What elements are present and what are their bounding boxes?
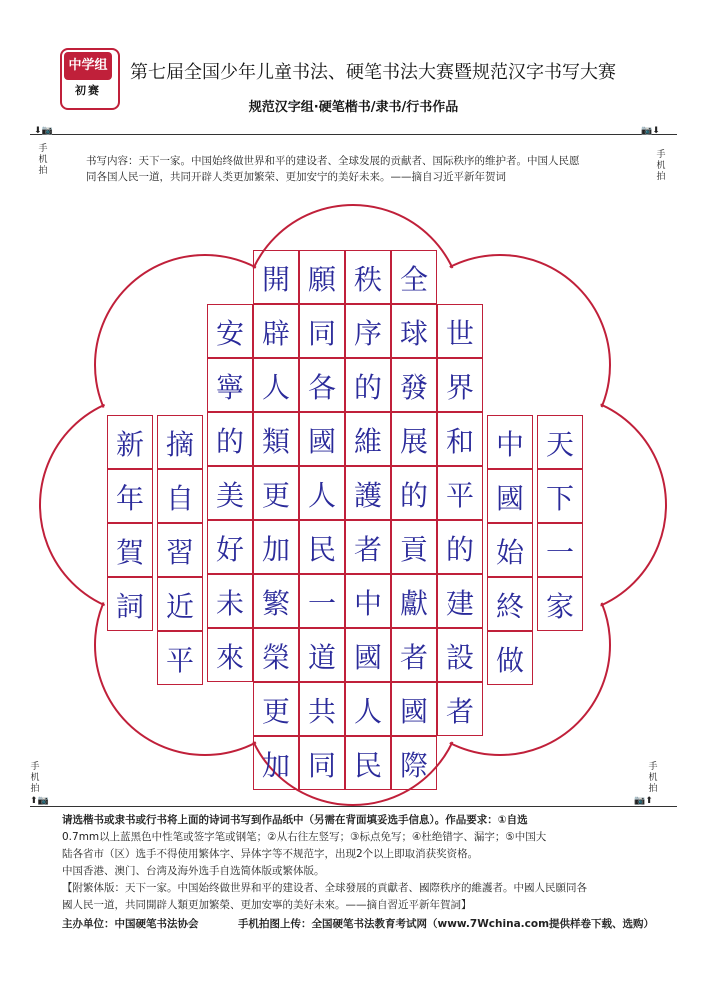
handwritten-character: 者 <box>353 533 382 566</box>
handwritten-character: 貢 <box>399 533 428 566</box>
handwritten-character: 護 <box>353 479 382 512</box>
handwritten-character: 的 <box>215 425 244 458</box>
camera-icon-top-right: 📷⬇ <box>641 126 660 136</box>
camera-label-bottom-left: 手 机 拍 <box>30 762 40 794</box>
handwritten-character: 的 <box>399 479 428 512</box>
handwritten-character: 國 <box>307 425 336 458</box>
handwritten-character: 美 <box>215 479 244 512</box>
traditional-version-line-2: 國人民一道，共同開辟人類更加繁榮、更加安寧的美好未來。——摘自習近平新年賀詞】 <box>62 899 472 911</box>
handwritten-character: 中 <box>495 428 524 461</box>
handwritten-character: 中 <box>353 587 382 620</box>
handwritten-character: 未 <box>215 587 244 620</box>
handwritten-character: 維 <box>353 425 382 458</box>
handwritten-character: 好 <box>215 533 244 566</box>
handwritten-character: 發 <box>399 371 428 404</box>
handwritten-character: 際 <box>399 749 428 782</box>
handwritten-character: 建 <box>445 587 474 620</box>
handwritten-character: 球 <box>399 317 428 350</box>
instructions-line-1: 请选楷书或隶书或行书将上面的诗词书写到作品纸中（另需在背面填妥选手信息）。作品要求：①自选 <box>62 814 528 826</box>
organizer: 主办单位：中国硬笔书法协会 <box>62 918 199 930</box>
handwritten-character: 同 <box>307 749 336 782</box>
handwritten-character: 榮 <box>261 641 290 674</box>
handwritten-character: 自 <box>165 482 194 515</box>
handwritten-character: 人 <box>353 695 382 728</box>
instructions-line-3: 陆各省市（区）选手不得使用繁体字、异体字等不规范字，出现2个以上即取消获奖资格。 <box>62 848 479 860</box>
instructions <box>62 812 662 914</box>
handwritten-character: 的 <box>445 533 474 566</box>
handwritten-character: 家 <box>545 590 574 623</box>
camera-icon-bottom-left: ⬆📷 <box>30 796 49 806</box>
handwritten-character: 賀 <box>115 536 144 569</box>
handwritten-character: 寧 <box>215 371 244 404</box>
handwritten-character: 和 <box>445 425 474 458</box>
camera-label-top-left: 手 机 拍 <box>38 144 48 176</box>
handwritten-character: 做 <box>495 644 524 677</box>
handwritten-character: 獻 <box>399 587 428 620</box>
handwritten-character: 開 <box>261 263 290 296</box>
handwritten-character: 平 <box>445 479 474 512</box>
handwritten-character: 新 <box>115 428 144 461</box>
handwritten-character: 國 <box>495 482 524 515</box>
handwritten-character: 一 <box>545 536 574 569</box>
handwritten-character: 下 <box>545 482 574 515</box>
handwritten-character: 年 <box>115 482 144 515</box>
handwritten-character: 安 <box>215 317 244 350</box>
handwritten-character: 天 <box>545 428 574 461</box>
handwritten-character: 更 <box>261 695 290 728</box>
page-subtitle: 规范汉字组·硬笔楷书/隶书/行书作品 <box>248 100 459 115</box>
handwritten-character: 願 <box>307 263 336 296</box>
camera-icon-top-left: ⬇📷 <box>34 126 53 136</box>
camera-label-bottom-right: 手 机 拍 <box>648 762 658 794</box>
handwritten-character: 摘 <box>165 428 194 461</box>
traditional-version-line-1: 【附繁体版：天下一家。中国始终做世界和平的建设者、全球發展的貢獻者、國際秩序的維護者。中國人民願同各 <box>62 882 587 894</box>
handwritten-character: 序 <box>353 317 382 350</box>
handwritten-character: 展 <box>399 425 428 458</box>
content-label: 书写内容： <box>86 155 139 167</box>
content-line-2: 同各国人民一道，共同开辟人类更加繁荣、更加安宁的美好未来。——摘自习近平新年贺词 <box>86 171 506 183</box>
handwritten-character: 各 <box>307 371 336 404</box>
camera-label-top-right: 手 机 拍 <box>656 150 666 182</box>
handwritten-character: 國 <box>353 641 382 674</box>
camera-icon-bottom-right: 📷⬆ <box>634 796 653 806</box>
handwritten-character: 秩 <box>353 263 382 296</box>
handwritten-character: 近 <box>165 590 194 623</box>
handwritten-character: 同 <box>307 317 336 350</box>
handwritten-character: 設 <box>445 641 474 674</box>
handwritten-character: 繁 <box>261 587 290 620</box>
handwritten-character: 國 <box>399 695 428 728</box>
handwritten-character: 辟 <box>261 317 290 350</box>
badge-group-label: 中学组 <box>64 52 112 80</box>
handwritten-character: 人 <box>307 479 336 512</box>
handwritten-character: 平 <box>165 644 194 677</box>
handwritten-character: 全 <box>399 263 428 296</box>
handwritten-character: 道 <box>307 641 336 674</box>
handwritten-character: 一 <box>307 587 336 620</box>
handwritten-character: 更 <box>261 479 290 512</box>
handwritten-character: 民 <box>353 749 382 782</box>
handwritten-character: 者 <box>399 641 428 674</box>
handwritten-character: 世 <box>445 317 474 350</box>
instructions-line-2: 0.7mm以上蓝黑色中性笔或签字笔或钢笔；②从右往左竖写；③标点免写；④杜绝错字、漏字；⑤中国大 <box>62 831 547 843</box>
handwritten-character: 民 <box>307 533 336 566</box>
handwritten-character: 習 <box>165 536 194 569</box>
handwritten-character: 加 <box>261 533 290 566</box>
handwritten-character: 界 <box>445 371 474 404</box>
handwritten-character: 者 <box>445 695 474 728</box>
upload-info: 手机拍图上传：全国硬笔书法教育考试网（www.7Wchina.com提供样卷下载、选购） <box>238 918 655 930</box>
handwritten-character: 來 <box>215 641 244 674</box>
instructions-line-4: 中国香港、澳门、台湾及海外选手自选简体版或繁体版。 <box>62 865 325 877</box>
page-title: 第七届全国少年儿童书法、硬笔书法大赛暨规范汉字书写大赛 <box>130 62 616 83</box>
handwritten-character: 類 <box>261 425 290 458</box>
handwritten-character: 人 <box>261 371 290 404</box>
handwritten-character: 的 <box>353 371 382 404</box>
handwritten-character: 詞 <box>115 590 144 623</box>
badge-round-label: 初赛 <box>75 84 101 97</box>
handwritten-character: 共 <box>307 695 336 728</box>
handwritten-character: 終 <box>495 590 524 623</box>
content-line-1: 天下一家。中国始终做世界和平的建设者、全球发展的贡献者、国际秩序的维护者。中国人民愿 <box>138 155 580 167</box>
handwritten-character: 始 <box>495 536 524 569</box>
handwritten-character: 加 <box>261 749 290 782</box>
